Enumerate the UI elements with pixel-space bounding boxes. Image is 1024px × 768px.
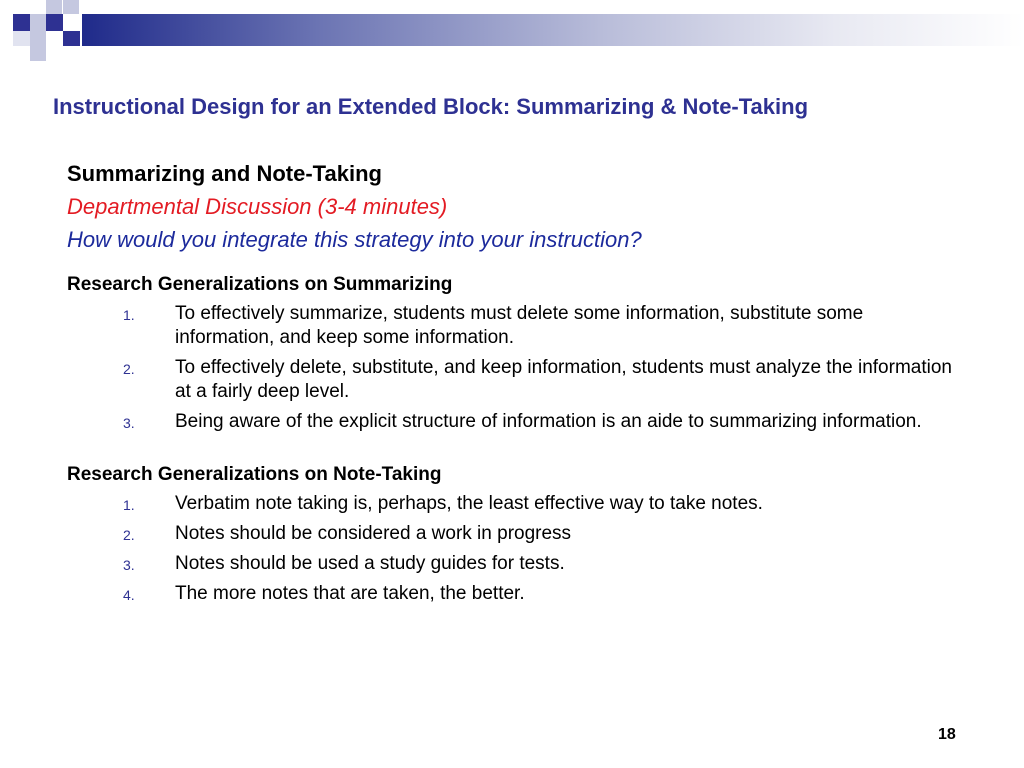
list-number: 2. xyxy=(123,361,135,377)
list-number: 3. xyxy=(123,415,135,431)
list-number: 3. xyxy=(123,557,135,573)
list-item xyxy=(67,582,955,606)
slide-title: Instructional Design for an Extended Block: Summarizing & Note-Taking xyxy=(53,94,809,119)
list-item-text: The more notes that are taken, the better. xyxy=(175,583,525,604)
page-number: 18 xyxy=(938,726,956,743)
discussion-question: How would you integrate this strategy into your instruction? xyxy=(67,227,642,252)
deco-square-light xyxy=(63,0,79,14)
list-number: 1. xyxy=(123,497,135,513)
list-item-text: Notes should be used a study guides for tests. xyxy=(175,553,565,574)
list-number: 4. xyxy=(123,587,135,603)
deco-square-dark xyxy=(63,31,80,46)
list-item-text: To effectively summarize, students must delete some information, substitute some information, and keep some information. xyxy=(175,303,864,348)
list-item xyxy=(67,410,955,434)
list-number: 1. xyxy=(123,307,135,323)
list-item-text: Notes should be considered a work in progress xyxy=(175,523,572,544)
deco-square-light xyxy=(30,14,46,31)
list-item xyxy=(67,302,955,350)
list-item xyxy=(67,356,955,404)
summarizing-section-title: Research Generalizations on Summarizing xyxy=(67,274,453,295)
section-heading: Summarizing and Note-Taking xyxy=(67,161,382,186)
list-item xyxy=(67,492,955,516)
gradient-bar xyxy=(82,14,1024,46)
list-item xyxy=(67,552,955,576)
note-taking-section-title: Research Generalizations on Note-Taking xyxy=(67,464,442,485)
list-item-text: Being aware of the explicit structure of information is an aide to summarizing information. xyxy=(175,411,922,432)
note-taking-list xyxy=(67,492,967,606)
deco-square-light xyxy=(13,31,30,46)
deco-square-dark xyxy=(46,14,63,31)
list-item-text: Verbatim note taking is, perhaps, the least effective way to take notes. xyxy=(175,493,763,514)
deco-square-light xyxy=(30,31,46,46)
list-item xyxy=(67,522,955,546)
deco-square-dark xyxy=(13,14,30,31)
deco-square-light xyxy=(46,0,62,14)
deco-square-light xyxy=(30,46,46,61)
slide-content xyxy=(67,160,967,612)
list-item-text: To effectively delete, substitute, and keep information, students must analyze the information at a fairly deep level. xyxy=(175,357,952,402)
discussion-prompt: Departmental Discussion (3-4 minutes) xyxy=(67,194,448,219)
list-number: 2. xyxy=(123,527,135,543)
summarizing-list xyxy=(67,302,967,434)
